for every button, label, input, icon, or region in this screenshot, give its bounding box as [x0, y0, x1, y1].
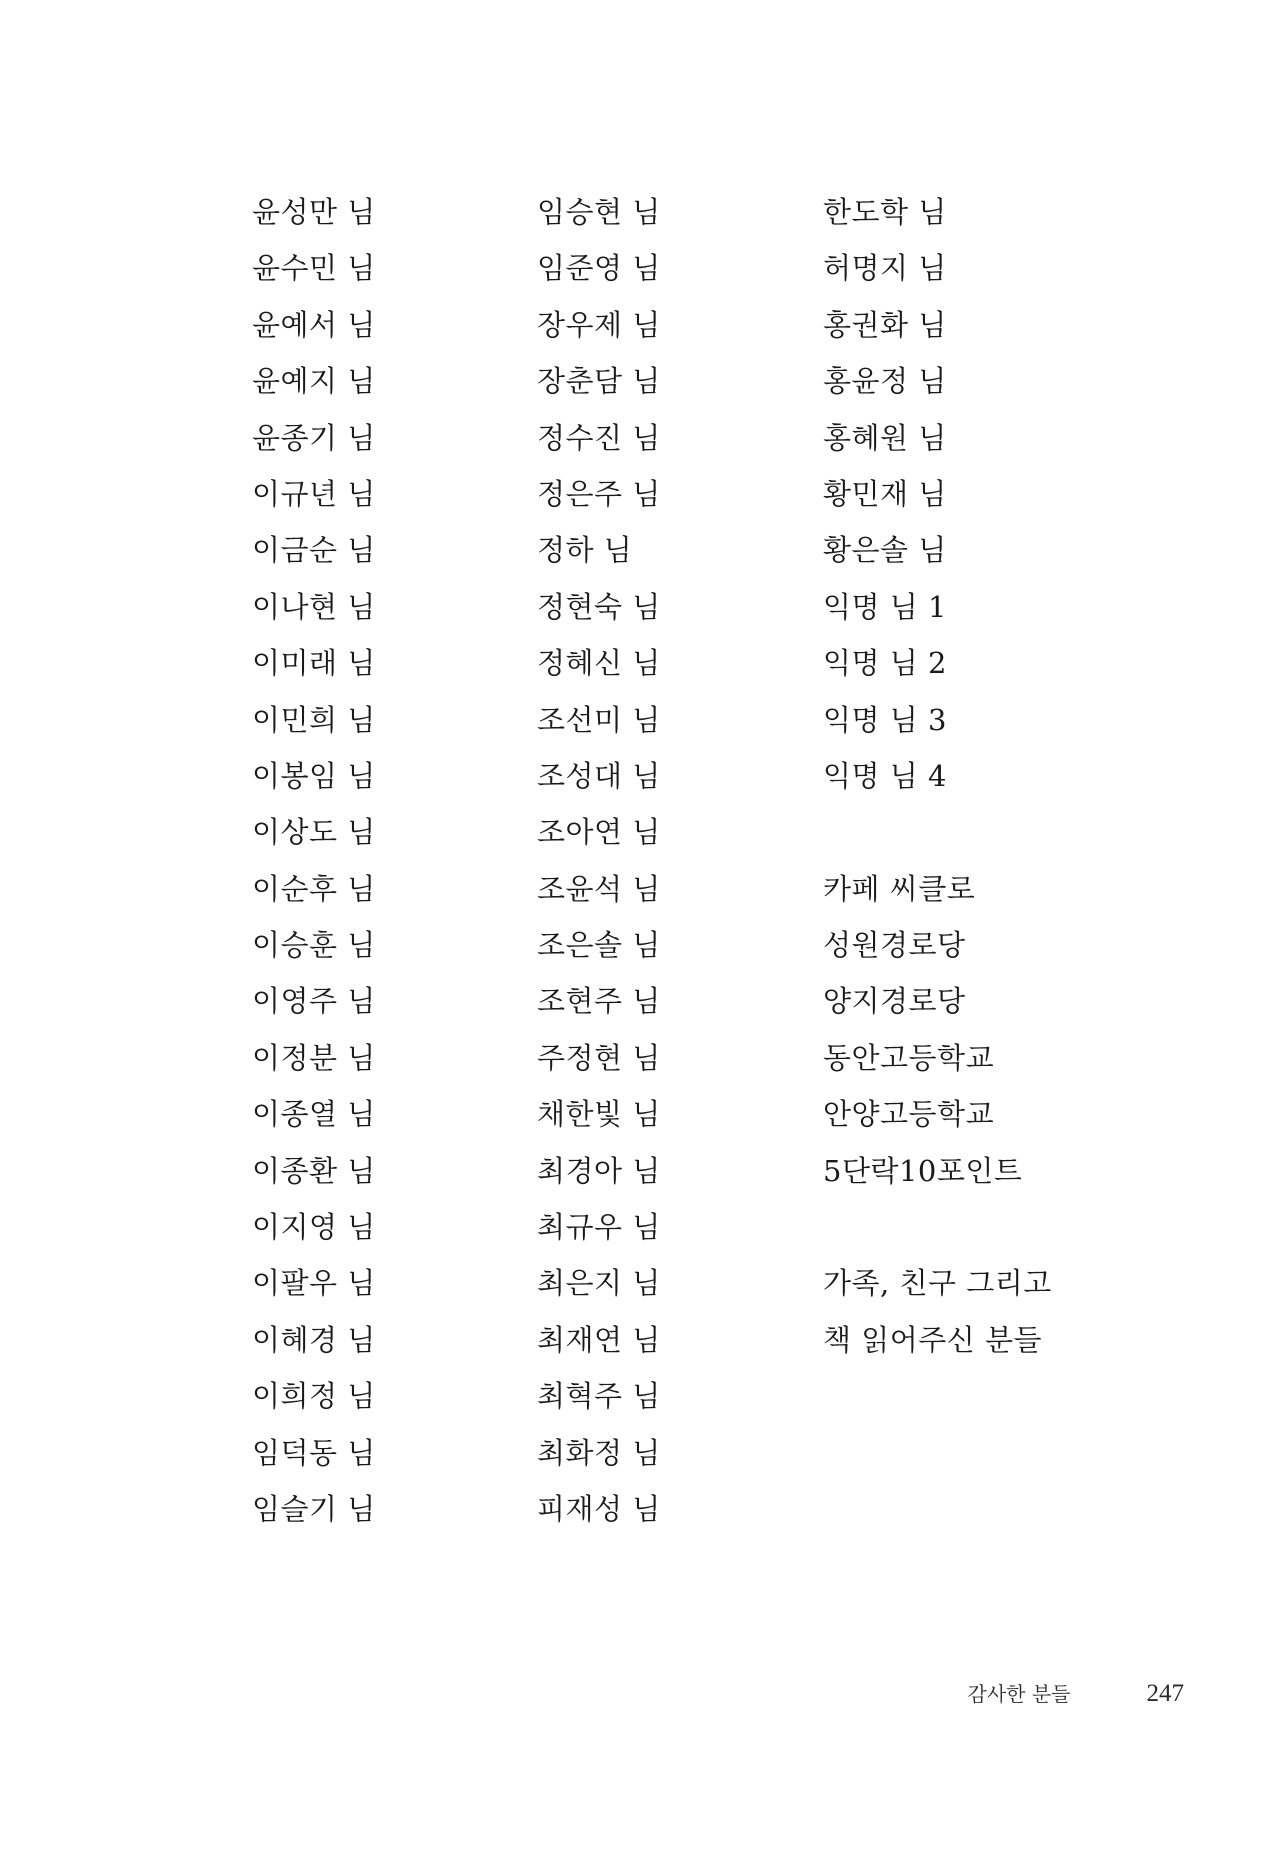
name-entry: 정혜신 님 [537, 646, 661, 681]
name-entry: 이정분 님 [252, 1040, 376, 1075]
name-entry: 정현숙 님 [537, 589, 661, 624]
name-column-1 [252, 184, 376, 1537]
name-entry: 피재성 님 [537, 1491, 661, 1526]
name-entry: 익명 님 1 [823, 589, 947, 624]
name-entry: 이종열 님 [252, 1097, 376, 1132]
page-number: 247 [1146, 1680, 1184, 1707]
name-entry: 이승훈 님 [252, 928, 376, 963]
running-title: 감사한 분들 [967, 1682, 1071, 1706]
name-entry: 장춘담 님 [537, 364, 661, 399]
name-entry: 윤성만 님 [252, 195, 376, 229]
name-entry: 임승현 님 [537, 195, 661, 229]
name-entry: 최경아 님 [537, 1153, 661, 1188]
name-entry: 홍윤정 님 [823, 364, 947, 399]
name-entry: 임덕동 님 [252, 1435, 376, 1470]
name-entry: 윤수민 님 [252, 251, 376, 286]
name-entry: 정은주 님 [537, 476, 661, 511]
name-column-3 [823, 184, 1052, 1368]
name-entry: 한도학 님 [823, 195, 947, 229]
name-entry: 동안고등학교 [823, 1040, 995, 1075]
name-entry: 임슬기 님 [252, 1491, 376, 1526]
name-entry: 양지경로당 [823, 984, 966, 1019]
name-entry: 이팔우 님 [252, 1266, 376, 1301]
name-entry: 홍권화 님 [823, 307, 947, 342]
name-entry: 이민희 님 [252, 702, 376, 737]
name-entry: 허명지 님 [823, 251, 947, 286]
name-entry: 가족, 친구 그리고 [823, 1266, 1052, 1301]
name-entry: 이종환 님 [252, 1153, 376, 1188]
name-entry: 이상도 님 [252, 815, 376, 850]
name-entry: 윤종기 님 [252, 420, 376, 455]
name-entry: 이영주 님 [252, 984, 376, 1019]
name-entry: 조성대 님 [537, 758, 661, 793]
name-entry: 채한빛 님 [537, 1097, 661, 1132]
name-entry: 5단락10포인트 [823, 1153, 1023, 1188]
name-entry: 이금순 님 [252, 533, 376, 568]
name-entry: 황은솔 님 [823, 533, 947, 568]
name-entry: 이규년 님 [252, 476, 376, 511]
name-entry: 최규우 님 [537, 1210, 661, 1245]
name-entry: 황민재 님 [823, 476, 947, 511]
name-entry: 조선미 님 [537, 702, 661, 737]
name-entry: 임준영 님 [537, 251, 661, 286]
name-entry: 정하 님 [537, 533, 633, 568]
blank-line [823, 1199, 1052, 1255]
name-entry: 이혜경 님 [252, 1322, 376, 1357]
name-entry: 익명 님 2 [823, 646, 947, 681]
name-entry: 홍혜원 님 [823, 420, 947, 455]
name-entry: 익명 님 4 [823, 758, 947, 793]
name-entry: 장우제 님 [537, 307, 661, 342]
name-entry: 정수진 님 [537, 420, 661, 455]
name-entry: 조윤석 님 [537, 871, 661, 906]
name-entry: 책 읽어주신 분들 [823, 1322, 1043, 1357]
name-entry: 익명 님 3 [823, 702, 947, 737]
name-entry: 이나현 님 [252, 589, 376, 624]
name-entry: 이미래 님 [252, 646, 376, 681]
name-entry: 이순후 님 [252, 871, 376, 906]
name-entry: 윤예서 님 [252, 307, 376, 342]
name-entry: 조은솔 님 [537, 928, 661, 963]
name-entry: 최혁주 님 [537, 1379, 661, 1414]
name-entry: 이희정 님 [252, 1379, 376, 1414]
name-entry: 최은지 님 [537, 1266, 661, 1301]
name-entry: 조현주 님 [537, 984, 661, 1019]
name-entry: 성원경로당 [823, 928, 966, 963]
page-footer [968, 1678, 1184, 1708]
name-column-2 [537, 184, 661, 1537]
name-entry: 이봉임 님 [252, 758, 376, 793]
name-entry: 조아연 님 [537, 815, 661, 850]
name-entry: 카페 씨클로 [823, 871, 976, 906]
name-entry: 최화정 님 [537, 1435, 661, 1470]
blank-line [823, 804, 1052, 860]
name-entry: 안양고등학교 [823, 1097, 995, 1132]
name-entry: 윤예지 님 [252, 364, 376, 399]
name-entry: 이지영 님 [252, 1210, 376, 1245]
name-entry: 최재연 님 [537, 1322, 661, 1357]
name-entry: 주정현 님 [537, 1040, 661, 1075]
